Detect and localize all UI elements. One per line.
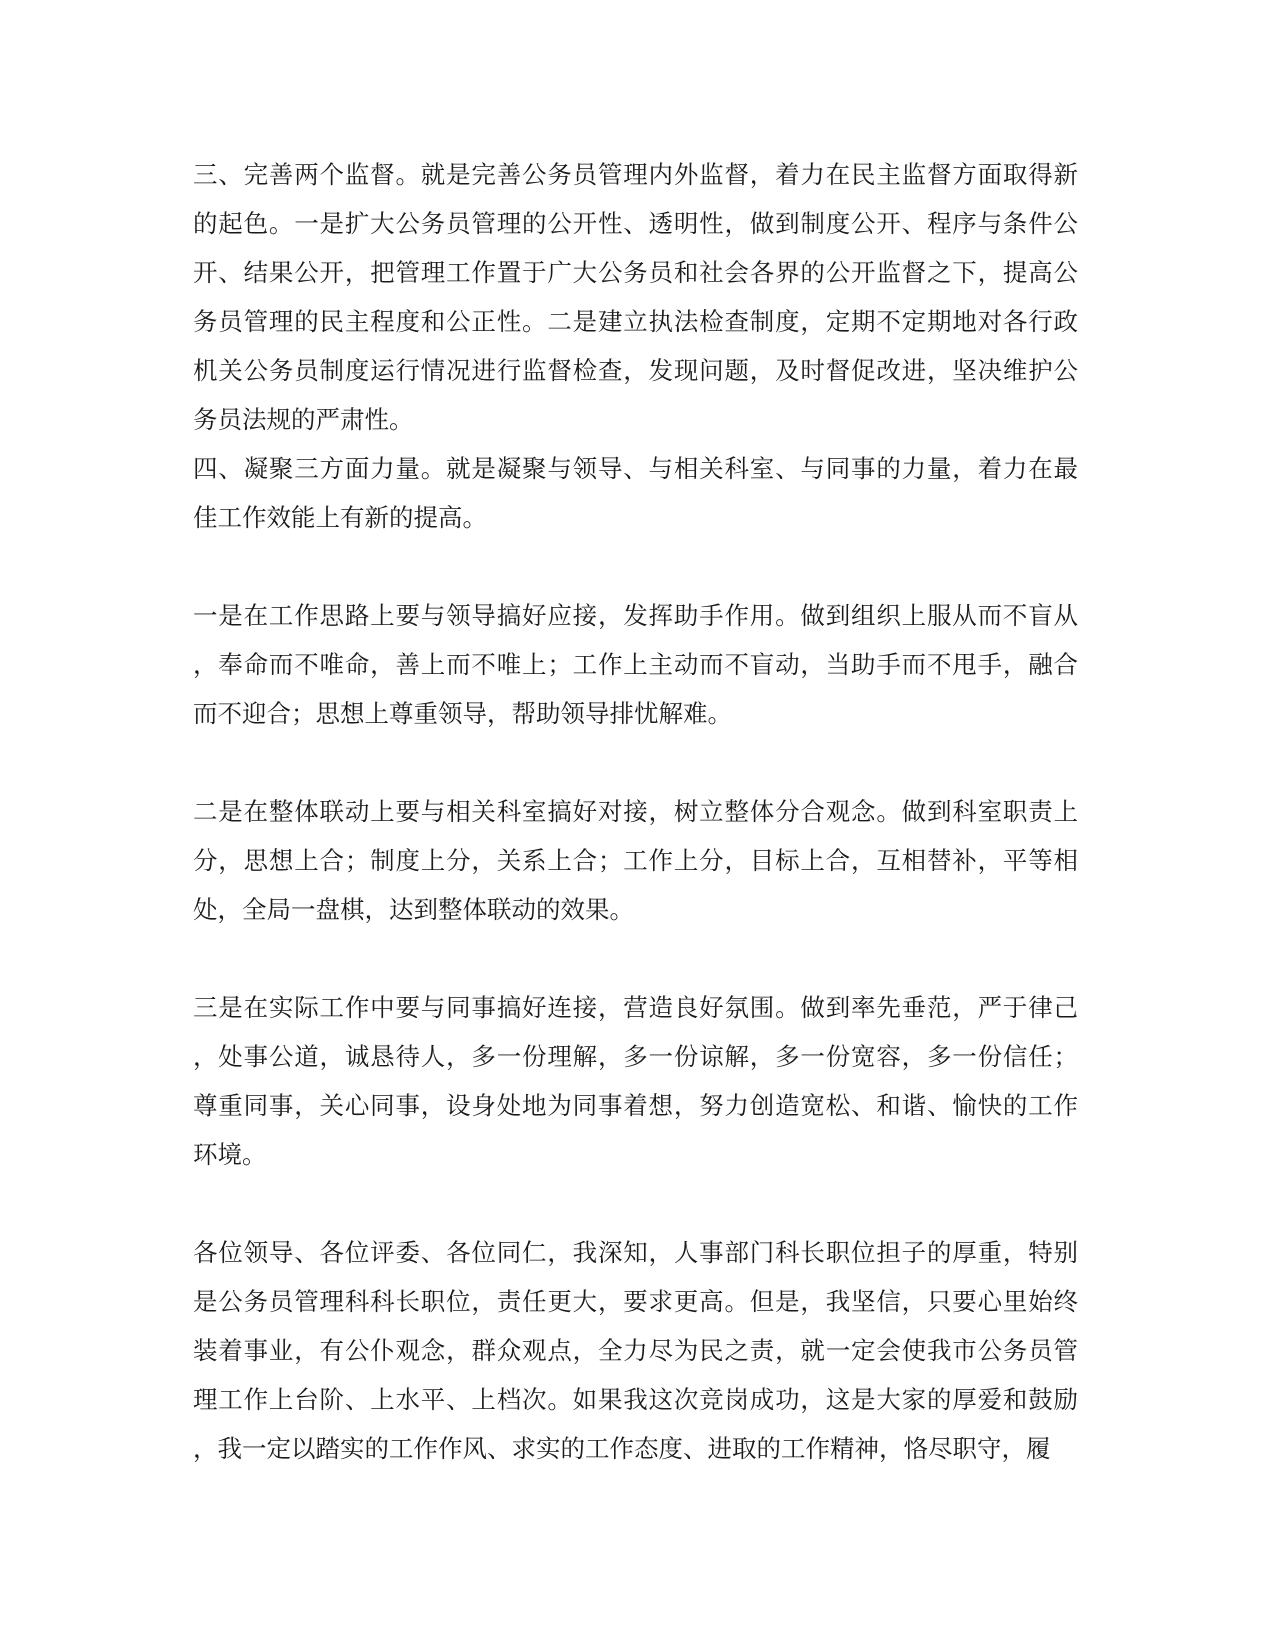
text-line: 环境。: [193, 1140, 267, 1169]
paragraph: [193, 150, 1078, 444]
text-line: 佳工作效能上有新的提高。: [193, 503, 487, 532]
text-line: 是公务员管理科科长职位，责任更大，要求更高。但是，我坚信，只要心里始终: [193, 1287, 1078, 1316]
text-line: 尊重同事，关心同事，设身处地为同事着想，努力创造宽松、和谐、愉快的工作: [193, 1091, 1078, 1120]
text-line: 的起色。一是扩大公务员管理的公开性、透明性，做到制度公开、程序与条件公: [193, 209, 1078, 238]
blank-line: [193, 934, 1078, 983]
text-line: ，奉命而不唯命，善上而不唯上；工作上主动而不盲动，当助手而不甩手，融合: [193, 650, 1078, 679]
text-line: 理工作上台阶、上水平、上档次。如果我这次竞岗成功，这是大家的厚爱和鼓励: [193, 1385, 1078, 1414]
blank-line: [193, 1179, 1078, 1228]
text-line: 装着事业，有公仆观念，群众观点，全力尽为民之责，就一定会使我市公务员管: [193, 1336, 1078, 1365]
text-line: 分，思想上合；制度上分，关系上合；工作上分，目标上合，互相替补，平等相: [193, 846, 1078, 875]
text-line: 一是在工作思路上要与领导搞好应接，发挥助手作用。做到组织上服从而不盲从: [193, 601, 1078, 630]
blank-line: [193, 738, 1078, 787]
text-line: 而不迎合；思想上尊重领导，帮助领导排忧解难。: [193, 699, 732, 728]
text-line: 三是在实际工作中要与同事搞好连接，营造良好氛围。做到率先垂范，严于律己: [193, 993, 1078, 1022]
text-line: ，我一定以踏实的工作作风、求实的工作态度、进取的工作精神，恪尽职守，履: [193, 1434, 1051, 1463]
text-line: ，处事公道，诚恳待人，多一份理解，多一份谅解，多一份宽容，多一份信任；: [193, 1042, 1078, 1071]
paragraph: [193, 444, 1078, 542]
paragraph: [193, 591, 1078, 738]
text-line: 开、结果公开，把管理工作置于广大公务员和社会各界的公开监督之下，提高公: [193, 258, 1078, 287]
text-line: 四、凝聚三方面力量。就是凝聚与领导、与相关科室、与同事的力量，着力在最: [193, 454, 1078, 483]
text-line: 务员法规的严肃性。: [193, 405, 414, 434]
text-line: 三、完善两个监督。就是完善公务员管理内外监督，着力在民主监督方面取得新: [193, 160, 1078, 189]
text-line: 二是在整体联动上要与相关科室搞好对接，树立整体分合观念。做到科室职责上: [193, 797, 1078, 826]
text-line: 机关公务员制度运行情况进行监督检查，发现问题，及时督促改进，坚决维护公: [193, 356, 1078, 385]
text-line: 处，全局一盘棋，达到整体联动的效果。: [193, 895, 634, 924]
paragraph: [193, 983, 1078, 1179]
blank-line: [193, 542, 1078, 591]
paragraph: [193, 1228, 1078, 1473]
document-body: [193, 150, 1078, 1473]
paragraph: [193, 787, 1078, 934]
text-line: 各位领导、各位评委、各位同仁，我深知，人事部门科长职位担子的厚重，特别: [193, 1238, 1078, 1267]
text-line: 务员管理的民主程度和公正性。二是建立执法检查制度，定期不定期地对各行政: [193, 307, 1078, 336]
